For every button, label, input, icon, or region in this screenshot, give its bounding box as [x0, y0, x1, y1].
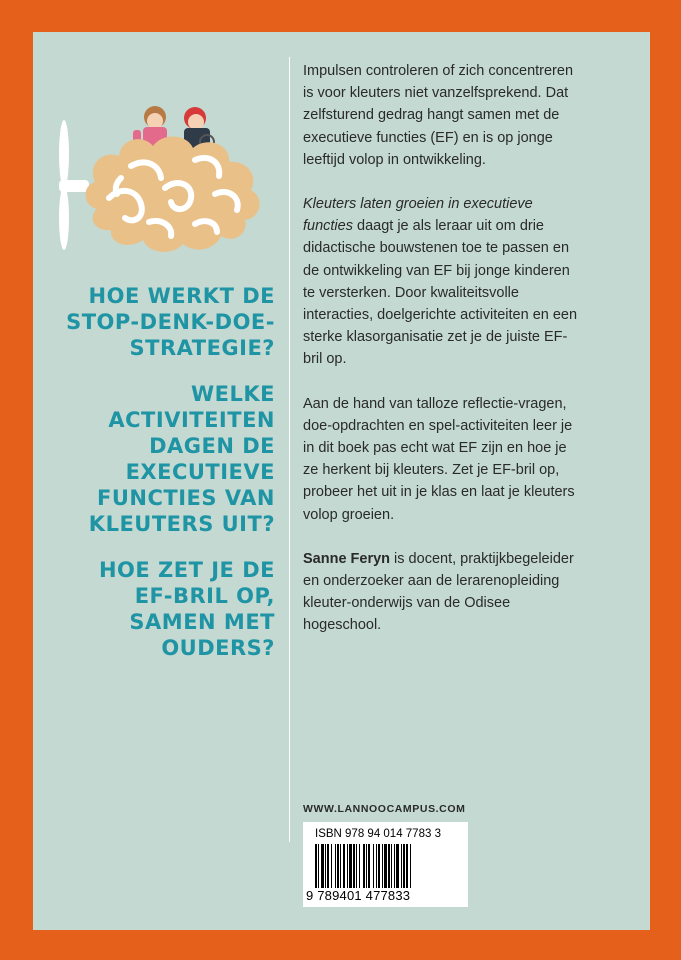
barcode-icon [315, 844, 457, 888]
book-title: Kleuters laten groeien in executieve functies [303, 196, 533, 235]
isbn-label: ISBN 978 94 014 7783 3 [315, 828, 441, 840]
barcode-area [303, 822, 468, 907]
question-3: HOE ZET JE DE EF-BRIL OP, SAMEN MET OUDERS? [98, 558, 275, 660]
blurb-paragraph-3: Aan de hand van talloze reflectie-vragen, doe-opdrachten en spel-activiteiten leer je in dit boek pas echt wat EF zijn en hoe je ze herkent bij kleuters. Zet je EF-bril op, probeer het uit in je klas en laat je kleuters volop groeien. [303, 395, 575, 523]
author-bio-text: is docent, praktijkbegeleider en onderzoeker aan de lerarenopleiding kleuter-onderwijs van de Odisee hogeschool. [303, 550, 574, 634]
blurb-paragraph-2-text: daagt je als leraar uit om drie didactische bouwstenen toe te passen en de ontwikkeling van EF bij jonge kinderen te versterken. Door kwaliteitsvolle interacties, doelgerichte activiteiten en een sterke klasorganisatie zet je de juiste EF-bril op. [303, 218, 578, 368]
column-divider [289, 57, 290, 842]
brain-icon [85, 136, 259, 251]
blurb [303, 60, 578, 659]
question-list [53, 283, 275, 681]
back-cover [33, 32, 650, 930]
question-1: HOE WERKT DE STOP-DENK-DOE-STRATEGIE? [66, 284, 275, 360]
barcode-number: 9 789401 477833 [306, 888, 411, 903]
publisher-url: WWW.LANNOOCAMPUS.COM [303, 803, 466, 815]
blurb-paragraph-2 [303, 193, 578, 371]
propeller-icon [59, 120, 89, 250]
blurb-paragraph-1: Impulsen controleren of zich concentreren is voor kleuters niet vanzelfsprekend. Dat zelfsturend gedrag hangt samen met de executieve functies (EF) en is op jonge leeftijd volop in ontwikkeling. [303, 63, 574, 168]
brain-airplane-illustration [45, 94, 280, 259]
author-bio [303, 548, 578, 637]
author-name: Sanne Feryn [303, 550, 391, 567]
question-2: WELKE ACTIVITEITEN DAGEN DE EXECUTIEVE FUNCTIES VAN KLEUTERS UIT? [88, 382, 275, 536]
